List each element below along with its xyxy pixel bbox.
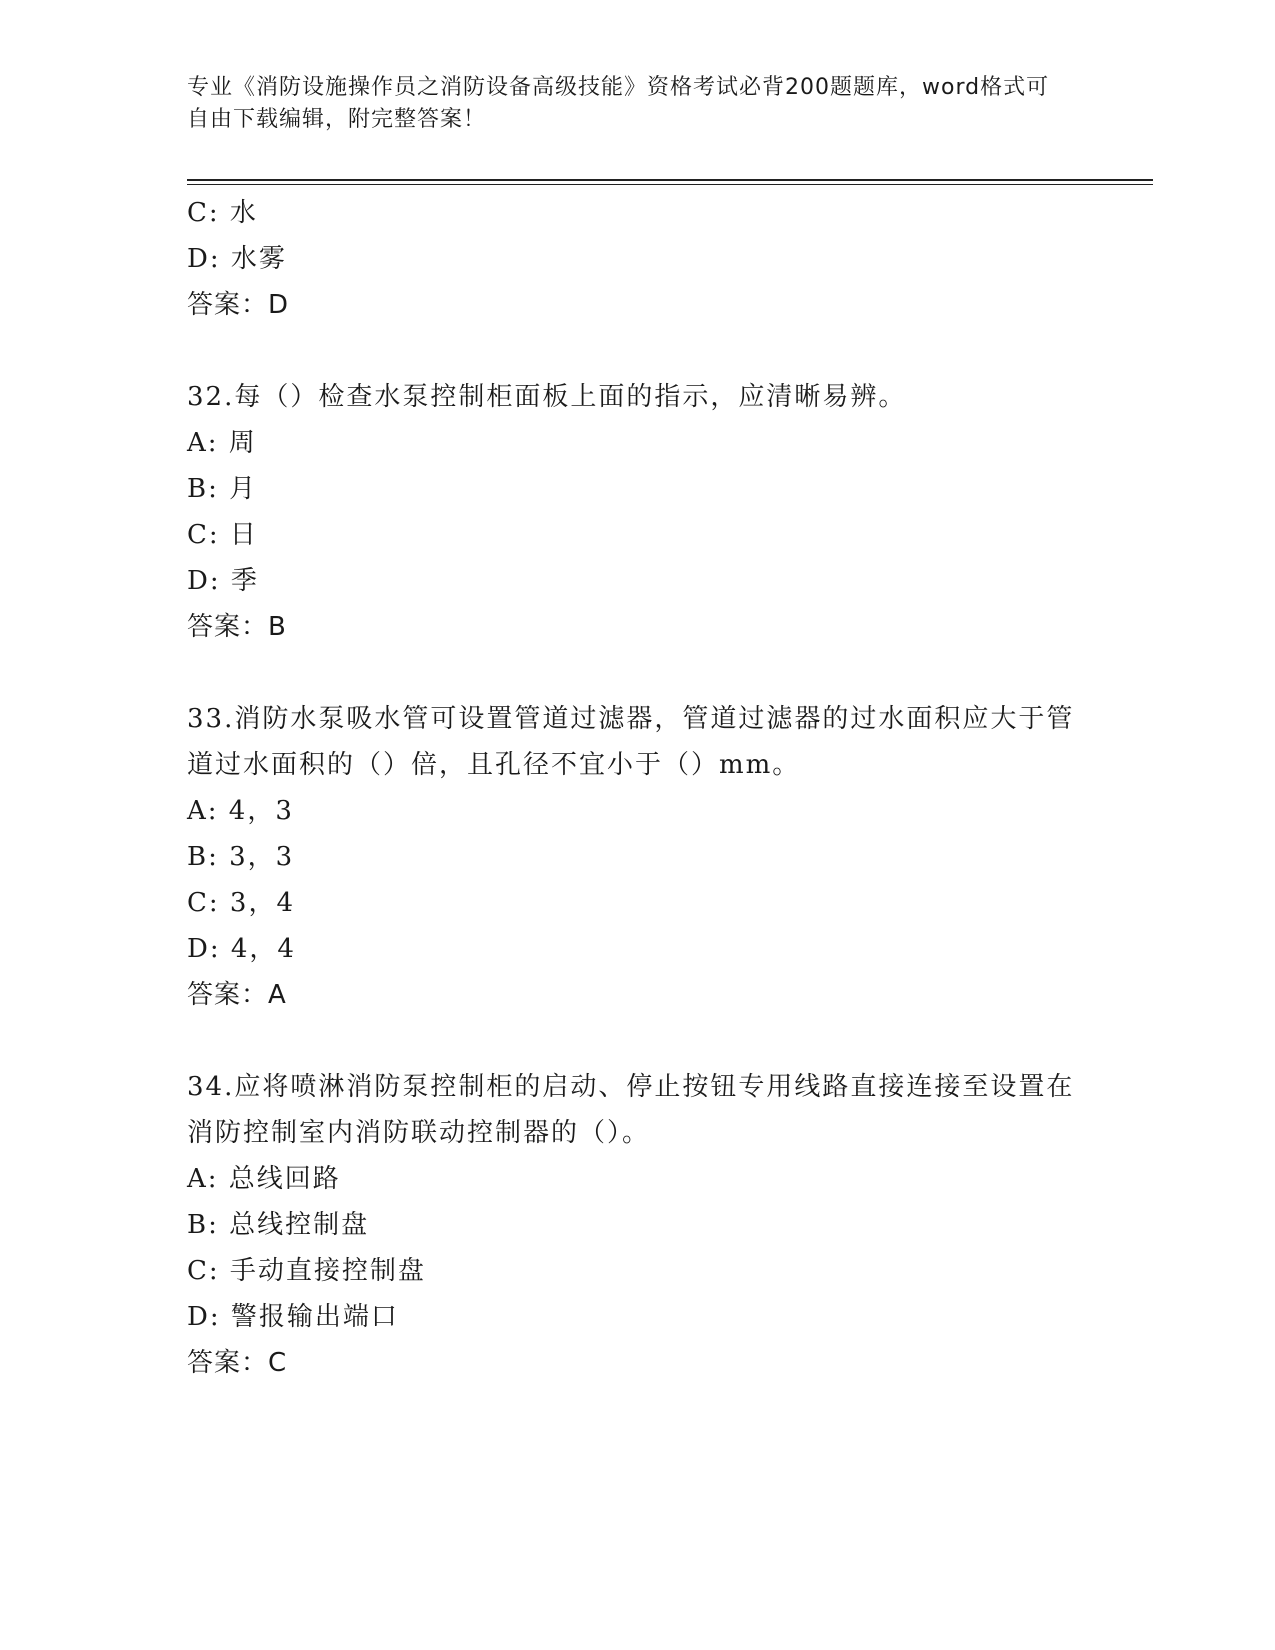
question-33 (187, 696, 1087, 1018)
question-31-continuation (187, 190, 1087, 328)
option-d: D: 4，4 (187, 934, 296, 964)
answer-line: 答案：B (187, 612, 287, 642)
option-d: D: 警报输出端口 (187, 1302, 399, 1332)
option-b: B: 月 (187, 474, 258, 504)
answer-line: 答案：D (187, 290, 290, 320)
spacer (187, 328, 1087, 374)
option-c: C: 3，4 (187, 888, 296, 918)
question-32 (187, 374, 1087, 650)
option-c: C: 手动直接控制盘 (187, 1256, 426, 1286)
option-d: D: 季 (187, 566, 259, 596)
question-stem: 34.应将喷淋消防泵控制柜的启动、停止按钮专用线路直接连接至设置在消防控制室内消防联动控制器的（）。 (187, 1072, 1075, 1148)
spacer (187, 1018, 1087, 1064)
option-a: A: 总线回路 (187, 1164, 341, 1194)
question-stem: 32.每（）检查水泵控制柜面板上面的指示，应清晰易辨。 (187, 382, 907, 412)
header-divider-thick (187, 179, 1153, 181)
option-a: A: 周 (187, 428, 257, 458)
question-content (187, 190, 1087, 1386)
option-d: D: 水雾 (187, 244, 287, 274)
option-c: C: 水 (187, 198, 258, 228)
header-divider-thin (187, 184, 1153, 185)
question-34 (187, 1064, 1087, 1386)
option-a: A: 4，3 (187, 796, 294, 826)
option-c: C: 日 (187, 520, 258, 550)
spacer (187, 650, 1087, 696)
answer-line: 答案：C (187, 1348, 288, 1378)
option-b: B: 总线控制盘 (187, 1210, 370, 1240)
document-header: 专业《消防设施操作员之消防设备高级技能》资格考试必背200题题库，word格式可自由下载编辑，附完整答案！ (187, 75, 1050, 132)
question-stem: 33.消防水泵吸水管可设置管道过滤器，管道过滤器的过水面积应大于管道过水面积的（）倍，且孔径不宜小于（）mm。 (187, 704, 1075, 780)
option-b: B: 3，3 (187, 842, 295, 872)
answer-line: 答案：A (187, 980, 287, 1010)
